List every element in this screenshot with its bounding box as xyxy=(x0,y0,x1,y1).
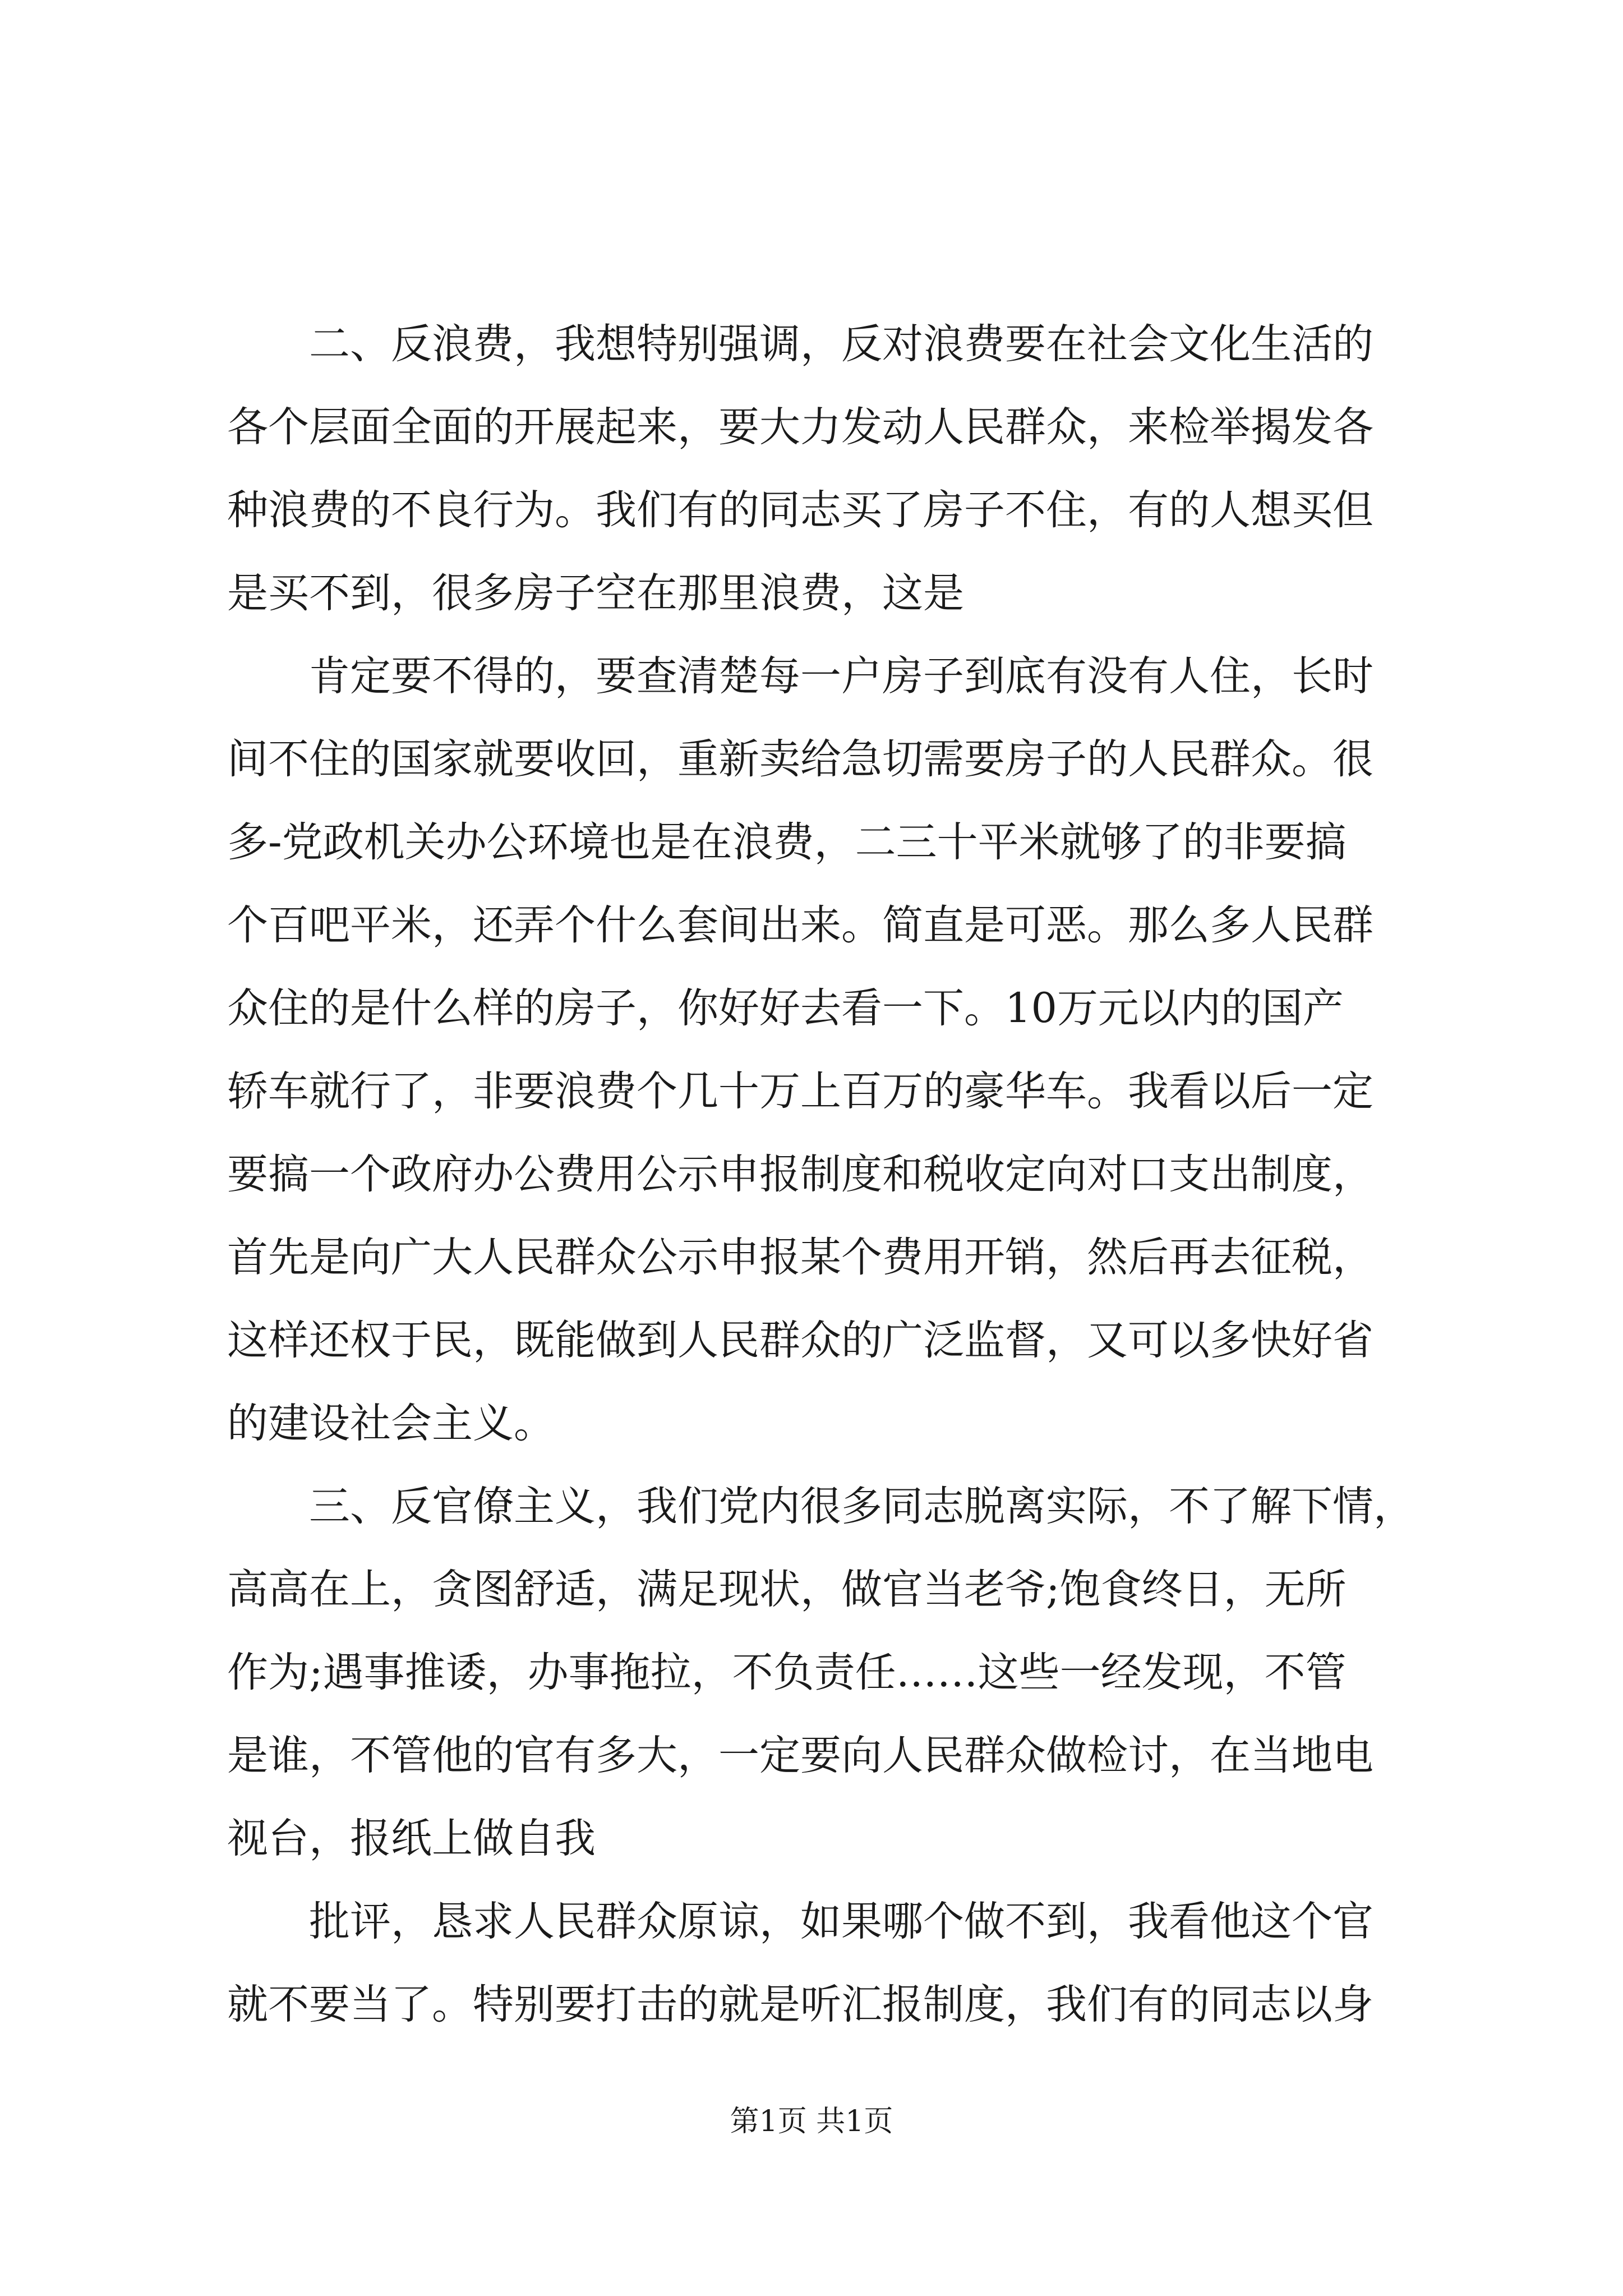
text-line: 这样还权于民，既能做到人民群众的广泛监督，又可以多快好省 xyxy=(227,1317,1373,1364)
text-line: 首先是向广大人民群众公示申报某个费用开销，然后再去征税， xyxy=(227,1234,1373,1281)
text-line: 三、反官僚主义，我们党内很多同志脱离实际，不了解下情， xyxy=(309,1483,1414,1530)
paragraph-anti-bureaucracy xyxy=(227,1465,1433,1880)
text-line: 多-党政机关办公环境也是在浪费，二三十平米就够了的非要搞 xyxy=(227,818,1347,866)
paragraph-housing-and-offices xyxy=(227,635,1433,1465)
text-line: 要搞一个政府办公费用公示申报制度和税收定向对口支出制度， xyxy=(227,1151,1373,1198)
text-line: 种浪费的不良行为。我们有的同志买了房子不住，有的人想买但 xyxy=(227,486,1373,534)
text-line: 轿车就行了，非要浪费个几十万上百万的豪华车。我看以后一定 xyxy=(227,1068,1373,1115)
text-line: 视台，报纸上做自我 xyxy=(227,1815,596,1862)
text-line: 就不要当了。特别要打击的就是听汇报制度，我们有的同志以身 xyxy=(227,1981,1373,2028)
text-line: 肯定要不得的，要查清楚每一户房子到底有没有人住，长时 xyxy=(309,652,1373,700)
document-body xyxy=(227,303,1433,2046)
text-line: 是买不到，很多房子空在那里浪费，这是 xyxy=(227,569,964,617)
text-line: 间不住的国家就要收回，重新卖给急切需要房子的人民群众。很 xyxy=(227,735,1373,783)
paragraph-anti-waste xyxy=(227,303,1433,635)
text-line: 二、反浪费，我想特别强调，反对浪费要在社会文化生活的 xyxy=(309,320,1373,368)
text-line: 各个层面全面的开展起来，要大力发动人民群众，来检举揭发各 xyxy=(227,403,1373,451)
text-line: 是谁，不管他的官有多大，一定要向人民群众做检讨，在当地电 xyxy=(227,1732,1373,1779)
text-line: 批评，恳求人民群众原谅，如果哪个做不到，我看他这个官 xyxy=(309,1898,1373,1945)
page-footer xyxy=(0,2099,1623,2144)
text-line: 个百吧平米，还弄个什么套间出来。简直是可恶。那么多人民群 xyxy=(227,901,1373,949)
text-line: 作为;遇事推诿，办事拖拉，不负责任……这些一经发现，不管 xyxy=(227,1649,1347,1696)
paragraph-self-criticism xyxy=(227,1880,1433,2046)
text-line: 高高在上，贪图舒适，满足现状，做官当老爷;饱食终日，无所 xyxy=(227,1566,1347,1613)
text-line: 众住的是什么样的房子，你好好去看一下。10万元以内的国产 xyxy=(227,984,1344,1032)
page-number-label: 第1页 共1页 xyxy=(730,2105,893,2138)
text-line: 的建设社会主义。 xyxy=(227,1400,555,1447)
